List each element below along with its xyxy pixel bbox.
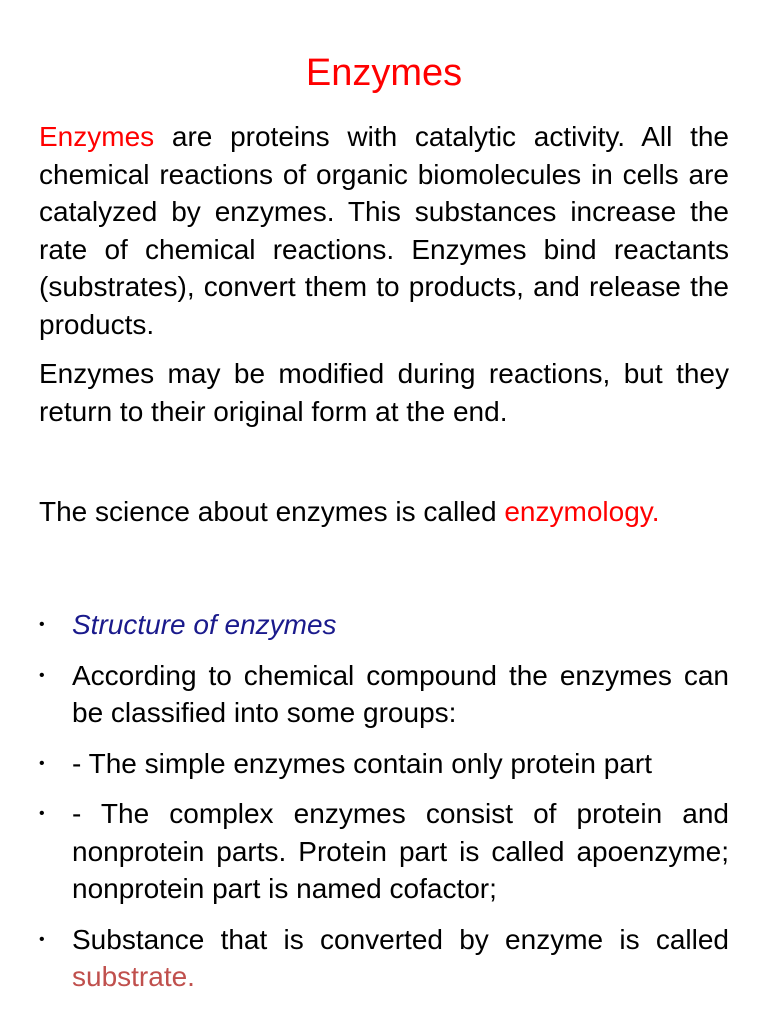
modification-paragraph: Enzymes may be modified during reactions, but they return to their original form at the end.	[39, 358, 729, 427]
bullet-dot-icon: •	[39, 754, 45, 772]
bullet-dot-icon: •	[39, 930, 45, 948]
enzymology-paragraph-text: The science about enzymes is called	[39, 496, 505, 527]
bullet-list	[39, 606, 729, 1009]
bullet-dot-icon: •	[39, 616, 45, 633]
page-title: Enzymes	[305, 52, 463, 94]
enzymology-highlight: enzymology.	[504, 496, 660, 527]
list-item-text: - The complex enzymes consist of protein and nonprotein parts. Protein part is called apoenzyme; nonprotein part is named cofactor;	[72, 798, 729, 904]
list-item-text: - The simple enzymes contain only protein part	[72, 747, 652, 779]
enzymes-highlight: Enzymes	[39, 121, 155, 152]
bullet-dot-icon: •	[39, 805, 45, 822]
intro-paragraph	[39, 118, 729, 343]
list-item-substrate	[39, 921, 729, 996]
list-item-simple-enzymes	[39, 745, 729, 783]
bullet-dot-icon: •	[39, 666, 45, 684]
list-item-structure-heading	[39, 606, 729, 644]
substrate-sentence: Substance that is converted by enzyme is called	[72, 923, 729, 955]
substrate-highlight: substrate.	[72, 961, 195, 992]
list-item-complex-enzymes	[39, 795, 729, 908]
list-item-classification	[39, 657, 729, 732]
list-item-text	[72, 924, 729, 993]
list-item-text: According to chemical compound the enzymes can be classified into some groups:	[72, 659, 729, 728]
list-item-text: Structure of enzymes	[72, 609, 337, 640]
intro-paragraph-text: are proteins with catalytic activity. All the chemical reactions of organic biomolecules in cells are catalyzed by enzymes. This substances increase the rate of chemical reactions. Enzymes bind reactants (substrates), convert them to products, and release the products.	[39, 121, 729, 340]
enzymology-paragraph	[39, 493, 729, 531]
